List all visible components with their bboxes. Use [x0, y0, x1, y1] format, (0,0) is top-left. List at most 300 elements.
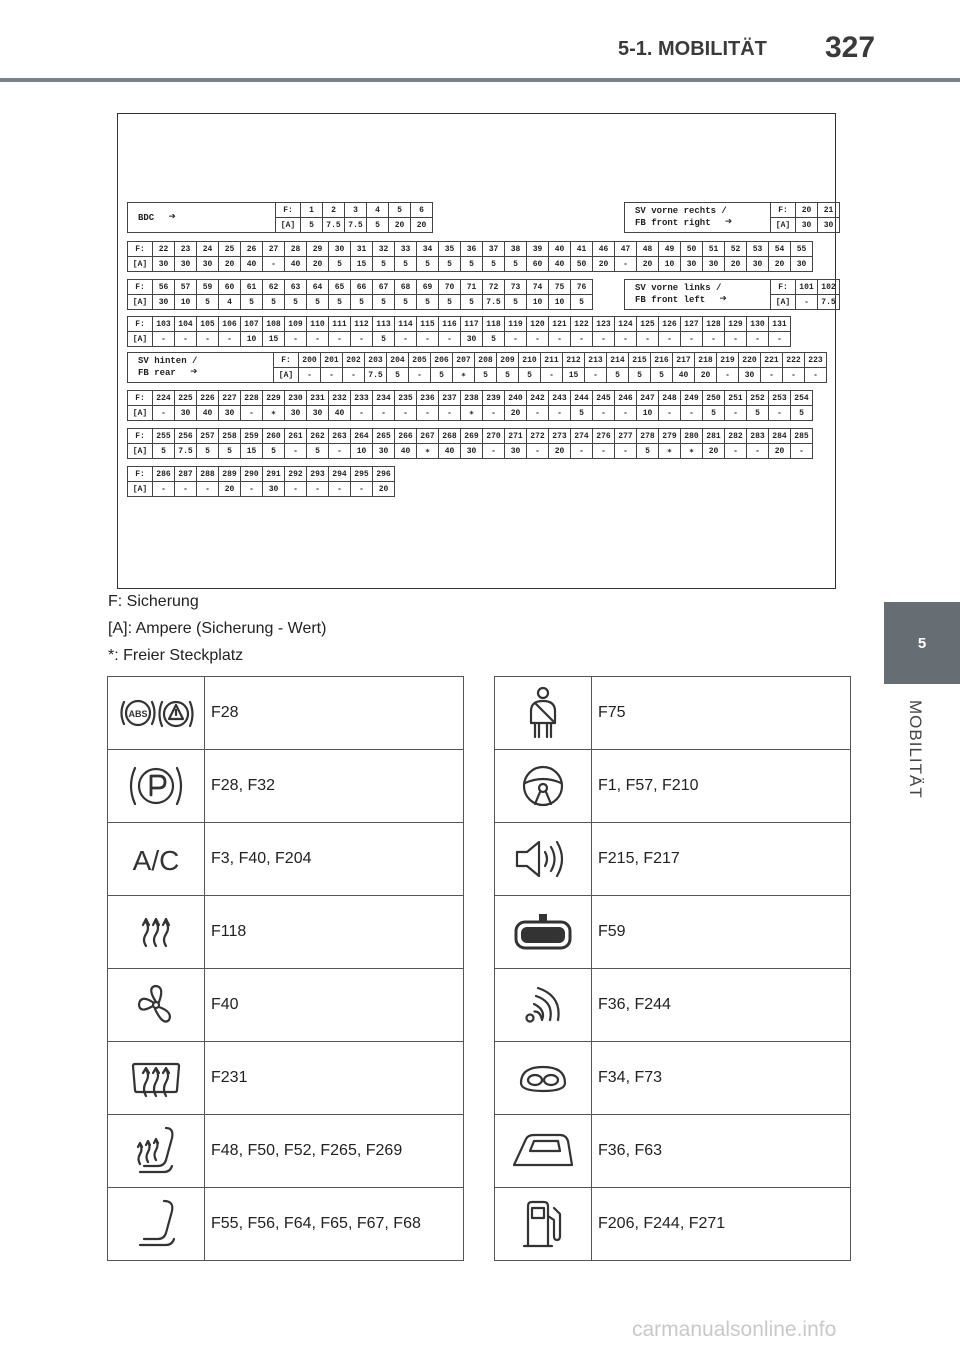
fuse-number: 110 — [307, 317, 329, 332]
fuse-ampere: 20 — [725, 257, 747, 272]
fuse-number: 258 — [219, 429, 241, 444]
symbol-icon-cell — [108, 896, 205, 969]
fuse-number: 31 — [351, 242, 373, 257]
fuse-ampere: - — [329, 332, 351, 347]
fuse-number: 118 — [483, 317, 505, 332]
fuse-number: 244 — [571, 391, 593, 406]
fuse-number: 130 — [747, 317, 769, 332]
fuse-number: 287 — [175, 467, 197, 482]
ampere-row-header: [A] — [274, 368, 299, 383]
symbol-row — [108, 1115, 464, 1188]
fuse-number: 214 — [607, 353, 629, 368]
fuse-number: 71 — [461, 280, 483, 295]
fuse-ampere: 30 — [175, 257, 197, 272]
fuse-ampere: 5 — [475, 368, 497, 383]
fuse-number: 4 — [367, 203, 389, 218]
fuse-block-name: SV vorne rechts / FB front right — [635, 206, 727, 228]
chapter-tab[interactable] — [884, 602, 960, 684]
fuse-ampere: 5 — [219, 444, 241, 459]
fuse-ampere: - — [593, 444, 615, 459]
fuse-ampere: 5 — [651, 368, 673, 383]
fuse-number: 255 — [153, 429, 175, 444]
symbol-row — [108, 750, 464, 823]
fuse-ampere: 5 — [387, 368, 409, 383]
fuse-ampere: - — [343, 368, 365, 383]
symbol-row — [108, 1188, 464, 1261]
fuse-number: 204 — [387, 353, 409, 368]
fuse-number: 59 — [197, 280, 219, 295]
fuse-ampere: 5 — [307, 295, 329, 310]
symbol-icon-cell — [108, 969, 205, 1042]
fuse-ampere: - — [153, 406, 175, 421]
fuse-ampere: ∗ — [461, 406, 483, 421]
fuse-number: 261 — [285, 429, 307, 444]
fuse-number: 22 — [153, 242, 175, 257]
fuse-number: 29 — [307, 242, 329, 257]
section-title: 5-1. MOBILITÄT — [618, 38, 767, 60]
fuse-ampere: 5 — [373, 332, 395, 347]
fuse-number: 73 — [505, 280, 527, 295]
rear-defrost-icon — [108, 1056, 204, 1100]
symbol-fuse-list: F206, F244, F271 — [592, 1188, 851, 1261]
fuse-number: 232 — [329, 391, 351, 406]
fuse-ampere: 5 — [241, 295, 263, 310]
fuse-number: 55 — [791, 242, 813, 257]
overhead-light-icon — [495, 1059, 591, 1097]
fuse-ampere: 20 — [307, 257, 329, 272]
fuse-ampere: - — [725, 332, 747, 347]
fuse-number: 20 — [796, 203, 818, 218]
fuse-ampere: 5 — [153, 444, 175, 459]
fuse-row-header: F: — [128, 242, 153, 257]
fuse-number: 247 — [637, 391, 659, 406]
fuse-ampere: - — [299, 368, 321, 383]
fuse-ampere: - — [681, 406, 703, 421]
fuse-number: 40 — [549, 242, 571, 257]
fuse-number: 37 — [483, 242, 505, 257]
fuse-number: 121 — [549, 317, 571, 332]
fuse-ampere: 5 — [571, 295, 593, 310]
fuse-number: 6 — [411, 203, 433, 218]
fuse-ampere: 5 — [431, 368, 453, 383]
fuse-ampere: - — [417, 332, 439, 347]
fuse-ampere: - — [725, 444, 747, 459]
fuse-ampere: 7.5 — [483, 295, 505, 310]
fuse-number: 220 — [739, 353, 761, 368]
fuse-number: 206 — [431, 353, 453, 368]
fuse-ampere: 5 — [791, 406, 813, 421]
symbol-row — [108, 896, 464, 969]
fuse-number: 116 — [439, 317, 461, 332]
fuse-number: 223 — [805, 353, 827, 368]
fuse-row-header: F: — [128, 429, 153, 444]
fuse-ampere: 5 — [351, 295, 373, 310]
fuse-ampere: 5 — [629, 368, 651, 383]
fuse-ampere: - — [197, 332, 219, 347]
fuse-table-sv-vorne-rechts — [624, 202, 840, 233]
fuse-ampere: 40 — [439, 444, 461, 459]
fuse-ampere: 10 — [549, 295, 571, 310]
fuse-ampere: - — [351, 406, 373, 421]
fuse-number: 34 — [417, 242, 439, 257]
fuse-ampere: 30 — [307, 406, 329, 421]
fuse-ampere: - — [417, 406, 439, 421]
fuse-ampere: 15 — [263, 332, 285, 347]
fuse-ampere: 5 — [263, 295, 285, 310]
symbol-icon-cell — [108, 823, 205, 896]
header-divider — [0, 78, 960, 82]
fuse-ampere: 5 — [747, 406, 769, 421]
fuse-number: 109 — [285, 317, 307, 332]
fuse-number: 213 — [585, 353, 607, 368]
fuse-number: 268 — [439, 429, 461, 444]
fuse-block-label — [625, 203, 771, 233]
fuse-number: 272 — [527, 429, 549, 444]
fuse-ampere: - — [747, 444, 769, 459]
rear-mirror-icon — [495, 912, 591, 952]
fuse-ampere: - — [395, 406, 417, 421]
fuse-ampere: ∗ — [659, 444, 681, 459]
symbol-row — [108, 1042, 464, 1115]
fuse-ampere: 30 — [703, 257, 725, 272]
fuse-row-header: F: — [128, 391, 153, 406]
fuse-number: 129 — [725, 317, 747, 332]
fuse-number: 265 — [373, 429, 395, 444]
ampere-row-header: [A] — [771, 218, 796, 233]
fuse-number: 219 — [717, 353, 739, 368]
fuse-number: 211 — [541, 353, 563, 368]
fuse-number: 203 — [365, 353, 387, 368]
fuse-number: 117 — [461, 317, 483, 332]
ampere-row-header: [A] — [276, 218, 301, 233]
fuse-row-header: F: — [276, 203, 301, 218]
fuse-ampere: 20 — [219, 482, 241, 497]
symbol-fuse-list: F48, F50, F52, F265, F269 — [205, 1115, 464, 1188]
fuse-number: 257 — [197, 429, 219, 444]
fuse-ampere: - — [483, 444, 505, 459]
fuse-ampere: 5 — [329, 295, 351, 310]
fuse-ampere: 30 — [263, 482, 285, 497]
fuse-block-label — [128, 353, 274, 383]
fuse-ampere: - — [761, 368, 783, 383]
fuse-number: 115 — [417, 317, 439, 332]
fuse-number: 278 — [637, 429, 659, 444]
fuse-number: 25 — [219, 242, 241, 257]
fuse-number: 68 — [395, 280, 417, 295]
legend-free-slot: *: Freier Steckplatz — [108, 647, 244, 664]
symbol-fuse-list: F40 — [205, 969, 464, 1042]
fuse-number: 227 — [219, 391, 241, 406]
fuse-ampere: - — [351, 482, 373, 497]
fuse-number: 230 — [285, 391, 307, 406]
legend-fuse: F: Sicherung — [108, 593, 199, 610]
fuse-ampere: 20 — [219, 257, 241, 272]
fuse-ampere: - — [505, 332, 527, 347]
fuse-number: 234 — [373, 391, 395, 406]
fuse-number: 75 — [549, 280, 571, 295]
fuse-ampere: 5 — [373, 257, 395, 272]
symbol-icon-cell — [495, 823, 592, 896]
fuse-number: 23 — [175, 242, 197, 257]
fuse-number: 245 — [593, 391, 615, 406]
fuse-row-header: F: — [128, 467, 153, 482]
fuse-number: 27 — [263, 242, 285, 257]
fuse-ampere: 30 — [219, 406, 241, 421]
fuse-ampere: - — [571, 444, 593, 459]
fuse-ampere: 30 — [461, 444, 483, 459]
fuse-ampere: 40 — [285, 257, 307, 272]
fuse-number: 33 — [395, 242, 417, 257]
fuse-ampere: - — [175, 332, 197, 347]
symbol-icon-cell — [495, 1042, 592, 1115]
fuse-number: 296 — [373, 467, 395, 482]
fuse-ampere: 10 — [175, 295, 197, 310]
fuse-number: 69 — [417, 280, 439, 295]
fuse-ampere: 10 — [659, 257, 681, 272]
fuse-number: 273 — [549, 429, 571, 444]
fuse-number: 53 — [747, 242, 769, 257]
fuse-number: 260 — [263, 429, 285, 444]
fuse-number: 280 — [681, 429, 703, 444]
symbol-row — [108, 823, 464, 896]
fuse-ampere: 7.5 — [818, 295, 840, 310]
fuse-ampere: 5 — [373, 295, 395, 310]
fuse-ampere: - — [659, 332, 681, 347]
fuse-ampere: ∗ — [417, 444, 439, 459]
symbol-fuse-list: F231 — [205, 1042, 464, 1115]
fuse-number: 5 — [389, 203, 411, 218]
fuse-number: 253 — [769, 391, 791, 406]
fuse-ampere: 10 — [527, 295, 549, 310]
fuse-number: 202 — [343, 353, 365, 368]
fuse-number: 200 — [299, 353, 321, 368]
fuse-ampere: 5 — [703, 406, 725, 421]
fuse-number: 269 — [461, 429, 483, 444]
page-number: 327 — [825, 31, 876, 64]
symbol-icon-cell — [495, 896, 592, 969]
symbol-fuse-list: F28 — [205, 677, 464, 750]
heater-icon — [108, 910, 204, 954]
fuse-number: 249 — [681, 391, 703, 406]
fuse-number: 60 — [219, 280, 241, 295]
fuse-number: 36 — [461, 242, 483, 257]
symbol-row — [108, 969, 464, 1042]
arrow-icon: ➔ — [154, 209, 176, 224]
fuse-ampere: 40 — [395, 444, 417, 459]
fuse-ampere: 30 — [373, 444, 395, 459]
fuse-ampere: - — [263, 257, 285, 272]
fuse-number: 225 — [175, 391, 197, 406]
fuse-ampere: - — [527, 444, 549, 459]
symbol-fuse-list: F215, F217 — [592, 823, 851, 896]
symbol-fuse-list: F34, F73 — [592, 1042, 851, 1115]
fuse-number: 240 — [505, 391, 527, 406]
fuse-number: 282 — [725, 429, 747, 444]
fuse-number: 242 — [527, 391, 549, 406]
fuse-number: 207 — [453, 353, 475, 368]
fuse-number: 283 — [747, 429, 769, 444]
parking-brake-icon — [108, 758, 204, 814]
ampere-row-header: [A] — [128, 332, 153, 347]
fuse-ampere: - — [615, 406, 637, 421]
fuse-ampere: - — [329, 482, 351, 497]
fuse-ampere: 40 — [329, 406, 351, 421]
fuse-ampere: 20 — [703, 444, 725, 459]
fuse-number: 263 — [329, 429, 351, 444]
fuse-number: 105 — [197, 317, 219, 332]
fuse-ampere: 10 — [351, 444, 373, 459]
symbol-row — [495, 969, 851, 1042]
symbol-row — [495, 677, 851, 750]
fuse-number: 32 — [373, 242, 395, 257]
fuse-number: 250 — [703, 391, 725, 406]
fuse-ampere: 30 — [285, 406, 307, 421]
symbol-row — [495, 1042, 851, 1115]
fuse-ampere: 5 — [637, 444, 659, 459]
fuse-number: 52 — [725, 242, 747, 257]
fuse-block-name: BDC — [138, 212, 155, 223]
fuse-ampere: - — [321, 368, 343, 383]
fuse-number: 254 — [791, 391, 813, 406]
fuse-ampere: 20 — [695, 368, 717, 383]
fuse-number: 111 — [329, 317, 351, 332]
symbol-table-right — [494, 676, 851, 1261]
fuse-number: 243 — [549, 391, 571, 406]
fuse-ampere: - — [791, 444, 813, 459]
fuse-ampere: - — [637, 332, 659, 347]
symbol-icon-cell — [495, 677, 592, 750]
fuse-ampere: 15 — [351, 257, 373, 272]
fuse-number: 229 — [263, 391, 285, 406]
fuse-ampere: 5 — [197, 295, 219, 310]
fuse-row-header: F: — [128, 317, 153, 332]
fuse-ampere: 30 — [681, 257, 703, 272]
fuse-table-row2 — [127, 241, 813, 272]
symbol-row — [495, 823, 851, 896]
fuse-ampere: 5 — [395, 295, 417, 310]
fuse-ampere: 30 — [461, 332, 483, 347]
fuse-ampere: 5 — [461, 257, 483, 272]
fuse-number: 217 — [673, 353, 695, 368]
fuse-ampere: - — [725, 406, 747, 421]
fuse-number: 235 — [395, 391, 417, 406]
fuse-number: 103 — [153, 317, 175, 332]
ampere-row-header: [A] — [128, 257, 153, 272]
symbol-icon-cell — [108, 1042, 205, 1115]
fuse-ampere: - — [219, 332, 241, 347]
fuse-ampere: 5 — [483, 332, 505, 347]
fuse-number: 125 — [637, 317, 659, 332]
symbol-row — [495, 750, 851, 823]
fuse-ampere: 5 — [197, 444, 219, 459]
arrow-icon: ➔ — [710, 215, 733, 229]
fuse-row-header: F: — [771, 203, 796, 218]
fuse-ampere: 5 — [301, 218, 323, 233]
fuse-number: 102 — [818, 280, 840, 295]
fuse-number: 112 — [351, 317, 373, 332]
fuse-number: 291 — [263, 467, 285, 482]
fuse-number: 251 — [725, 391, 747, 406]
fuse-table-bdc — [127, 202, 433, 233]
fuse-ampere: 20 — [389, 218, 411, 233]
fuse-number: 208 — [475, 353, 497, 368]
fuse-ampere: 30 — [818, 218, 840, 233]
fuse-ampere: - — [541, 368, 563, 383]
fuse-number: 216 — [651, 353, 673, 368]
fuse-number: 212 — [563, 353, 585, 368]
ampere-row-header: [A] — [128, 482, 153, 497]
fuse-ampere: - — [805, 368, 827, 383]
fuse-number: 61 — [241, 280, 263, 295]
fuse-number: 64 — [307, 280, 329, 295]
fuse-ampere: 20 — [411, 218, 433, 233]
fuse-ampere: - — [527, 406, 549, 421]
svg-text:ABS: ABS — [128, 709, 148, 719]
fuse-ampere: 30 — [796, 218, 818, 233]
fuse-ampere: - — [769, 406, 791, 421]
fuse-number: 66 — [351, 280, 373, 295]
fuse-number: 39 — [527, 242, 549, 257]
fuel-pump-icon — [495, 1198, 591, 1250]
abs-brake-warning-icon — [108, 688, 204, 738]
fuse-ampere: 7.5 — [175, 444, 197, 459]
fuse-ampere: 20 — [549, 444, 571, 459]
fuse-ampere: - — [593, 406, 615, 421]
fuse-number: 62 — [263, 280, 285, 295]
fuse-ampere: 20 — [637, 257, 659, 272]
fuse-number: 279 — [659, 429, 681, 444]
fuse-number: 259 — [241, 429, 263, 444]
fuse-ampere: 5 — [439, 257, 461, 272]
fuse-number: 122 — [571, 317, 593, 332]
steering-wheel-icon — [495, 761, 591, 811]
fuse-number: 237 — [439, 391, 461, 406]
symbol-row — [108, 677, 464, 750]
symbol-row — [495, 1115, 851, 1188]
fuse-row-header: F: — [274, 353, 299, 368]
fuse-number: 1 — [301, 203, 323, 218]
fuse-number: 238 — [461, 391, 483, 406]
ac-icon — [108, 839, 204, 879]
fuse-ampere: - — [585, 368, 607, 383]
fuse-number: 57 — [175, 280, 197, 295]
fuse-number: 3 — [345, 203, 367, 218]
fuse-row-header: F: — [771, 280, 796, 295]
fuse-number: 46 — [593, 242, 615, 257]
fuse-ampere: 5 — [505, 257, 527, 272]
fuse-ampere: - — [153, 332, 175, 347]
fuse-number: 113 — [373, 317, 395, 332]
symbol-icon-cell — [108, 750, 205, 823]
svg-text:A/C: A/C — [132, 845, 180, 876]
fuse-ampere: - — [351, 332, 373, 347]
fuse-ampere: 5 — [607, 368, 629, 383]
fuse-ampere: - — [307, 332, 329, 347]
fuse-ampere: 10 — [241, 332, 263, 347]
fuse-ampere: 5 — [263, 444, 285, 459]
fuse-number: 270 — [483, 429, 505, 444]
fuse-number: 126 — [659, 317, 681, 332]
fuse-number: 72 — [483, 280, 505, 295]
fuse-ampere: 5 — [497, 368, 519, 383]
fuse-number: 228 — [241, 391, 263, 406]
fuse-ampere: 7.5 — [365, 368, 387, 383]
fuse-ampere: - — [796, 295, 818, 310]
fuse-number: 51 — [703, 242, 725, 257]
symbol-fuse-list: F36, F63 — [592, 1115, 851, 1188]
fuse-number: 246 — [615, 391, 637, 406]
fuse-number: 38 — [505, 242, 527, 257]
